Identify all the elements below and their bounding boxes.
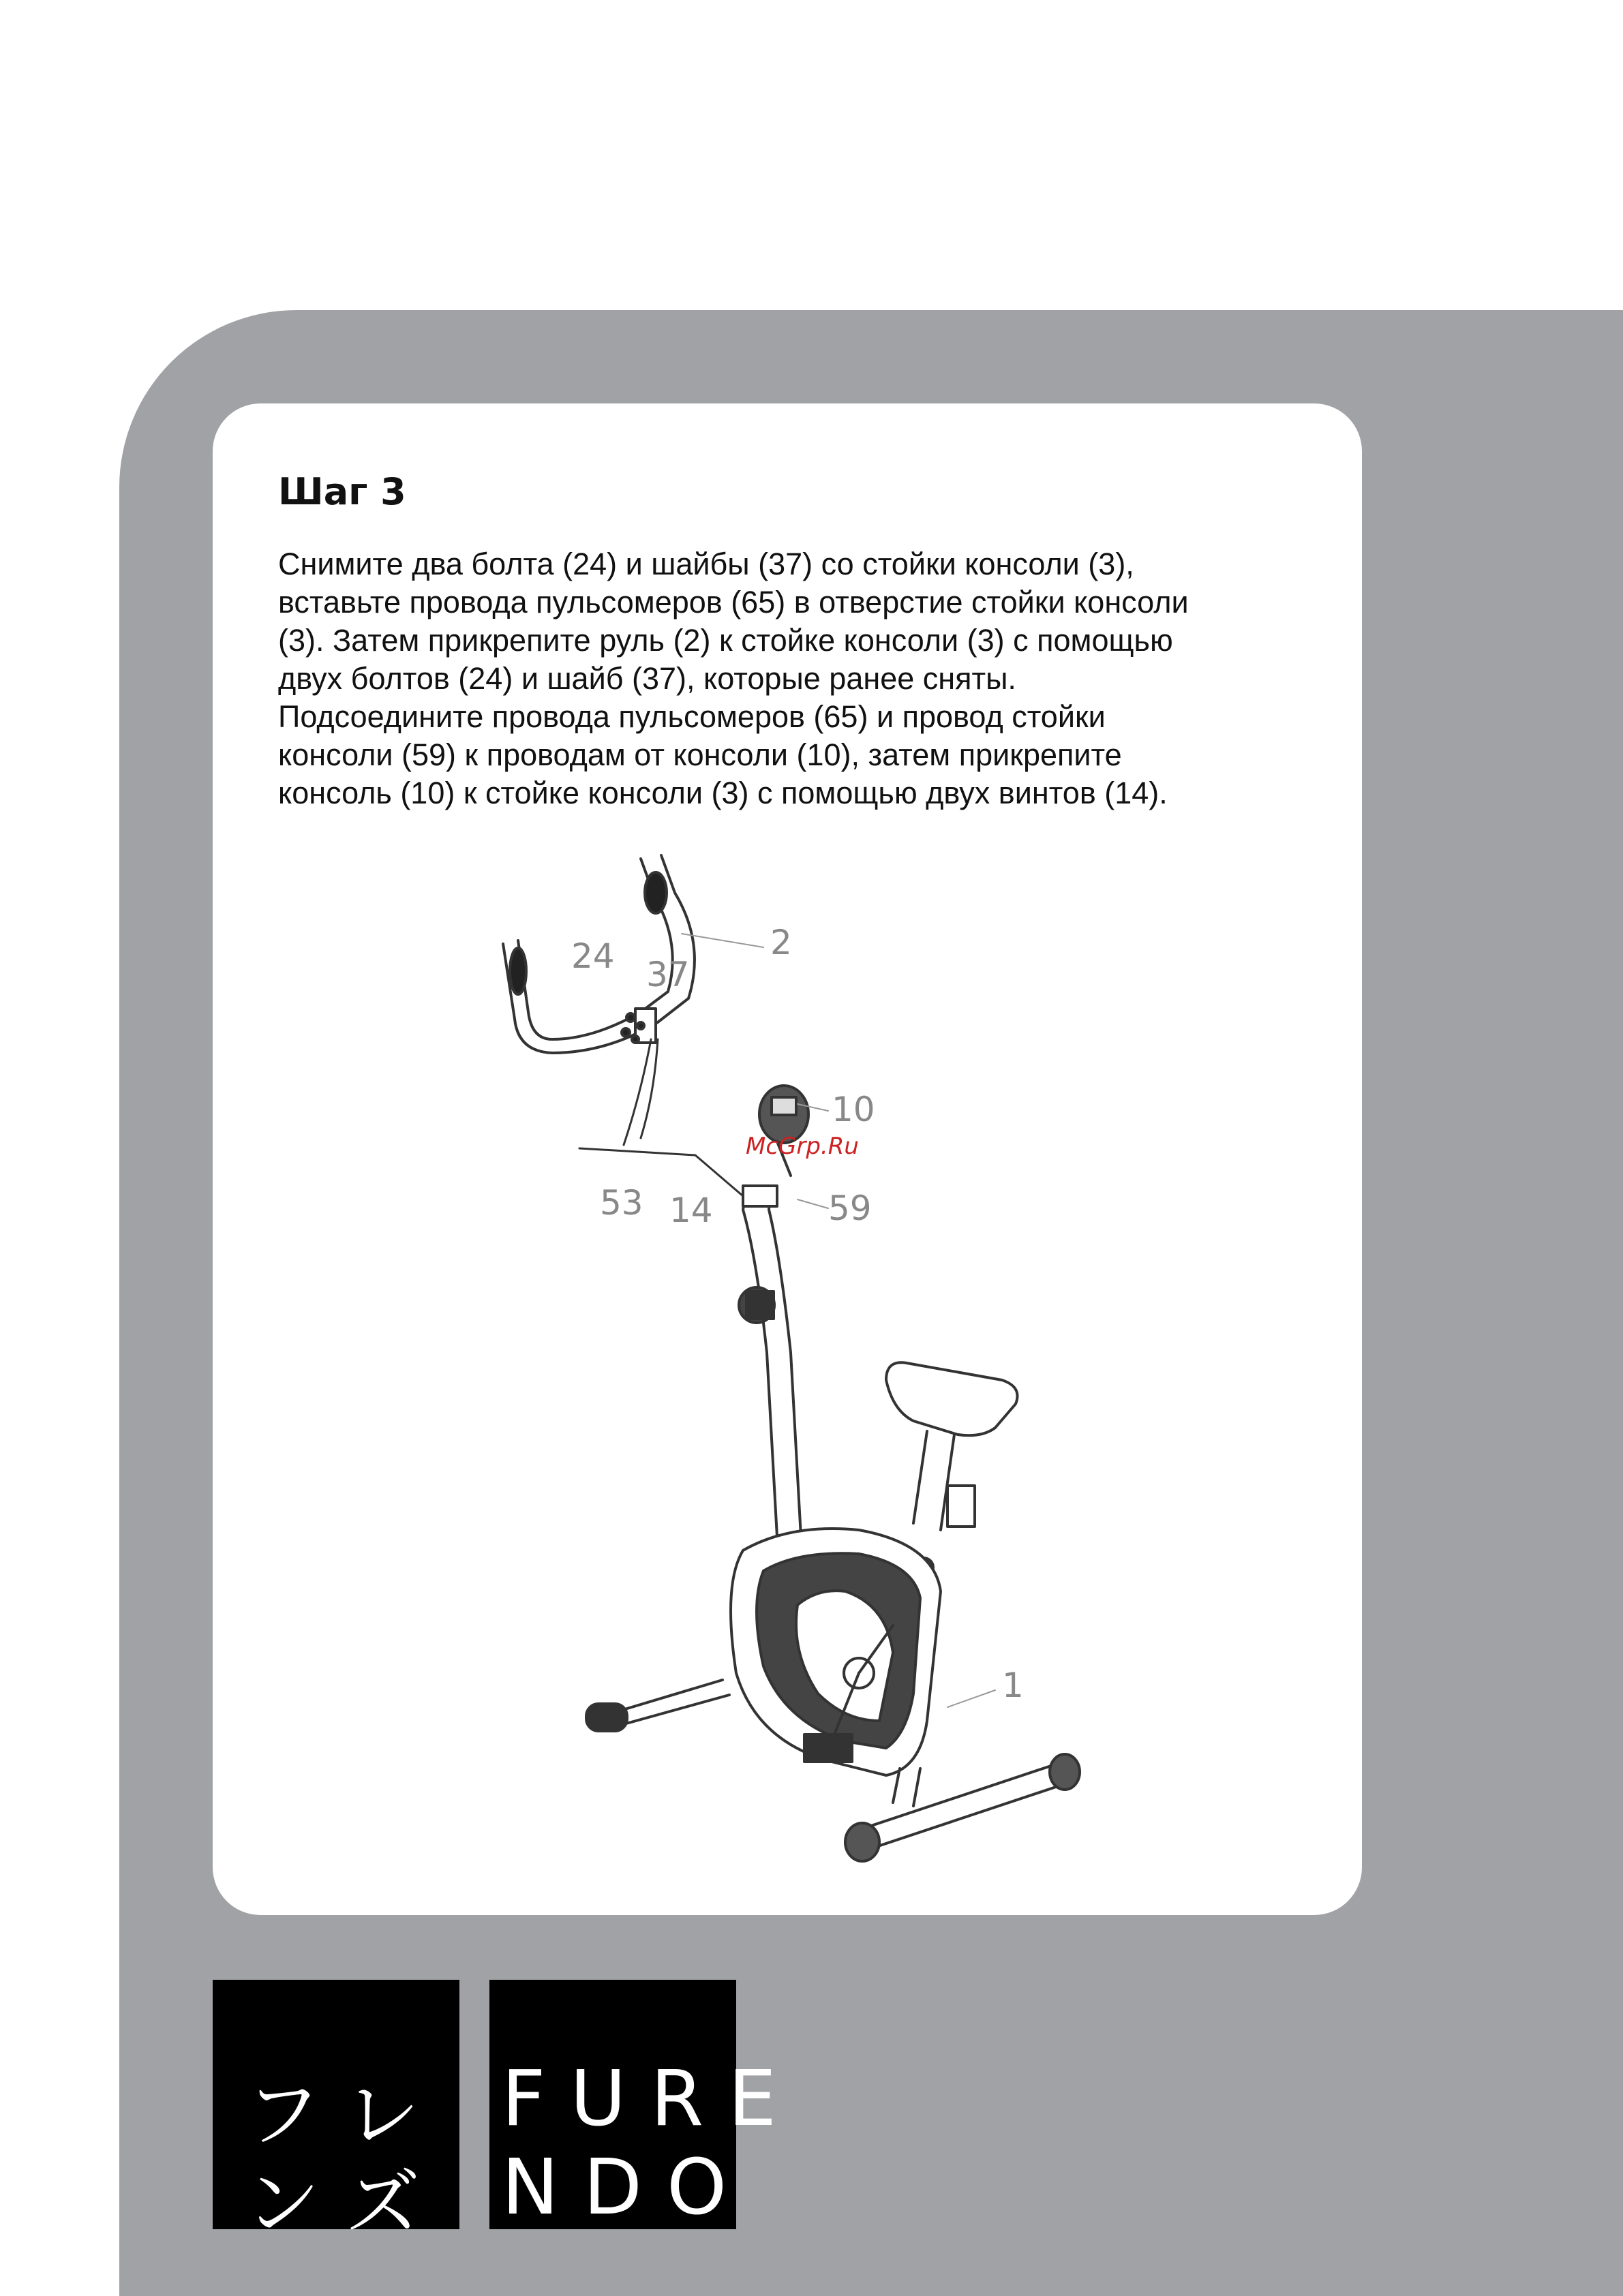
watermark: McGrp.Ru: [746, 1133, 859, 1160]
front-stabilizer-part: [586, 1680, 729, 1731]
step-title: Шаг 3: [278, 470, 406, 513]
callout-59: 59: [828, 1189, 872, 1228]
instruction-line: двух болтов (24) и шайб (37), которые ранее сняты.: [278, 661, 1016, 696]
logo-jp-line-2: ンズ: [245, 2160, 448, 2247]
brand-logo-japanese: [213, 1980, 459, 2247]
callout-24: 24: [571, 936, 615, 976]
console-mast-part: [739, 1186, 801, 1537]
instruction-line: консоли (59) к проводам от консоли (10), затем прикрепите: [278, 737, 1122, 772]
instruction-line: (3). Затем прикрепите руль (2) к стойке консоли (3) с помощью: [278, 623, 1173, 658]
logo-latin-line-2: NDO: [502, 2143, 752, 2232]
callout-37: 37: [646, 955, 690, 994]
logo-jp-line-1: フレ: [245, 2071, 447, 2158]
callout-1: 1: [1002, 1666, 1024, 1705]
instruction-line: Подсоедините провода пульсомеров (65) и провод стойки: [278, 699, 1106, 734]
callout-53: 53: [600, 1183, 643, 1223]
brand-logo-latin: [489, 1980, 801, 2232]
instruction-line: консоль (10) к стойке консоли (3) с помощью двух винтов (14).: [278, 776, 1168, 810]
exercise-bike-assembly-diagram: [477, 835, 1104, 1864]
console-part: [759, 1086, 808, 1176]
callout-10: 10: [832, 1090, 875, 1129]
callout-2: 2: [770, 923, 792, 962]
instruction-text: [278, 545, 1341, 812]
instruction-line: вставьте провода пульсомеров (65) в отверстие стойки консоли: [278, 585, 1189, 619]
instruction-line: Снимите два болта (24) и шайбы (37) со стойки консоли (3),: [278, 547, 1134, 581]
logo-latin-line-1: FURE: [502, 2055, 801, 2143]
callout-14: 14: [669, 1191, 713, 1230]
